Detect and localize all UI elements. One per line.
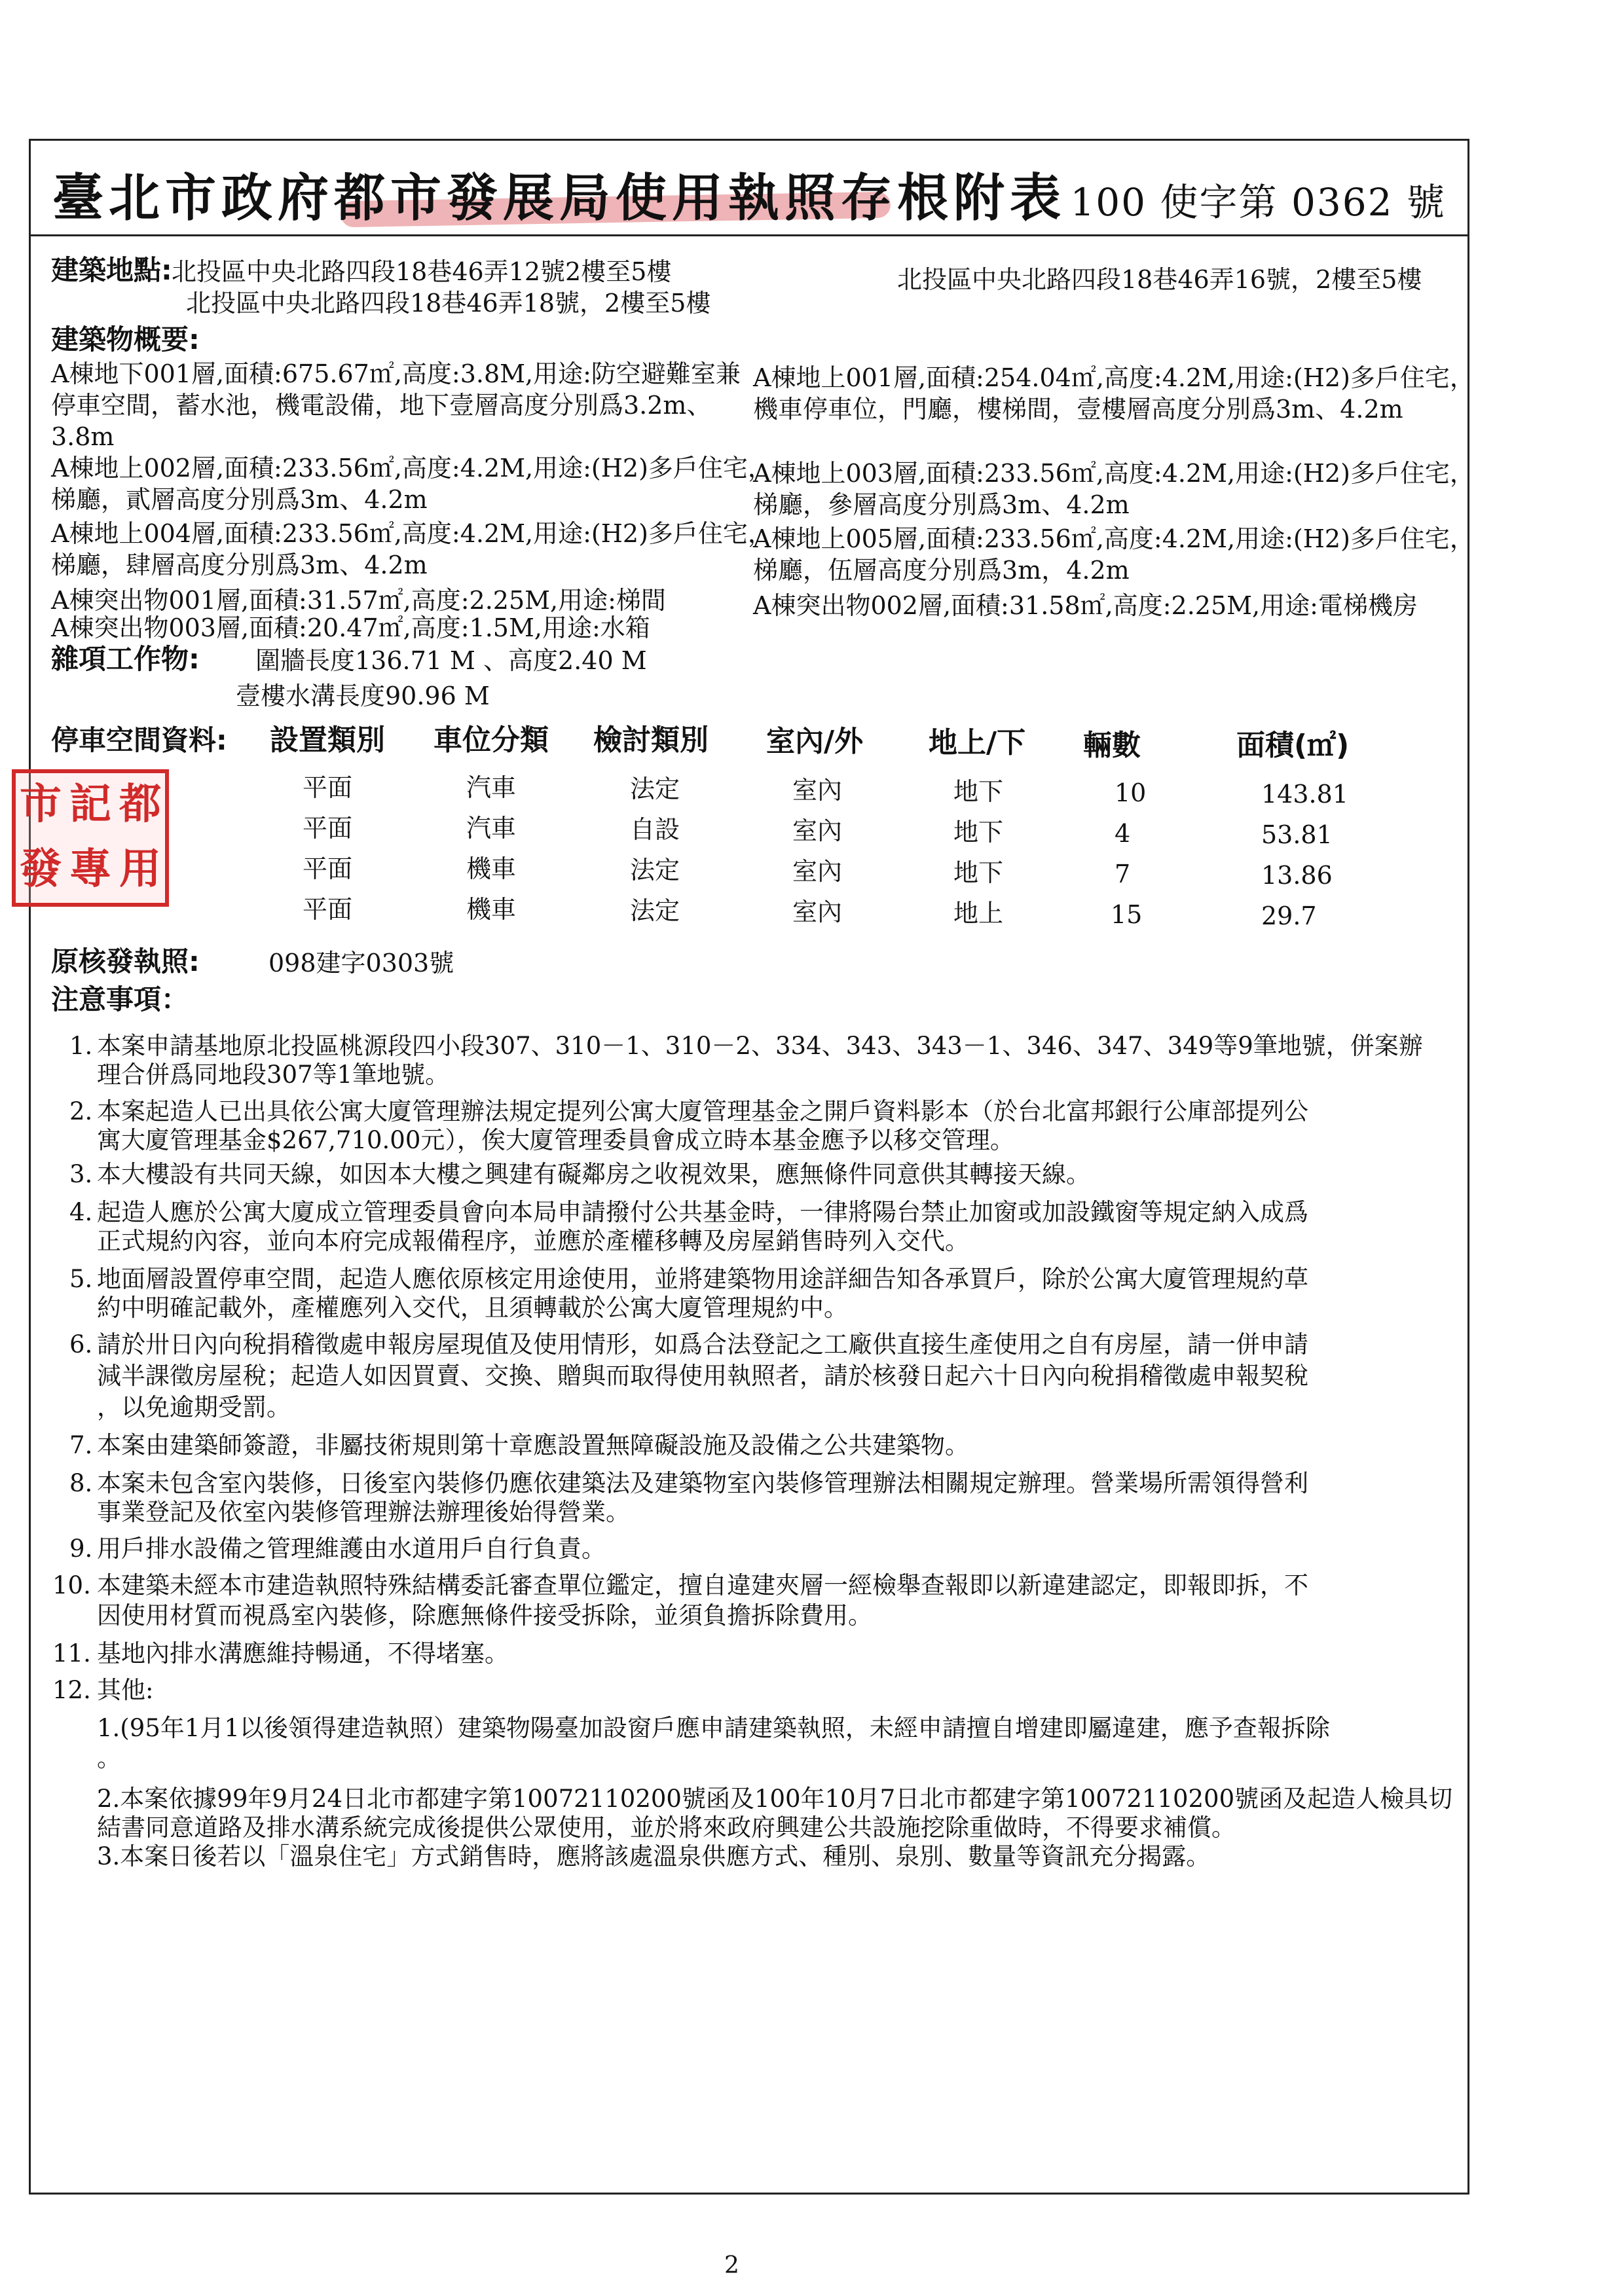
document-title: 臺北市政府都市發展局使用執照存根附表 bbox=[52, 168, 1067, 228]
note-line: 本建築未經本市建造執照特殊結構委託審查單位鑑定，擅自違建夾層一經檢舉查報即以新違建認定，即報即拆，不 bbox=[97, 1571, 1308, 1599]
note-number: 4. bbox=[69, 1198, 93, 1226]
stamp-char: 市 bbox=[20, 780, 62, 829]
location-line-1: 北投區中央北路四段18巷46弄12號2樓至5樓 bbox=[172, 257, 672, 286]
parking-cell: 自設 bbox=[630, 815, 680, 844]
notes-label: 注意事項： bbox=[51, 983, 189, 1015]
note-number: 5. bbox=[69, 1265, 93, 1293]
note-line: 減半課徵房屋稅；起造人如因買賣、交換、贈與而取得使用執照者，請於核發日起六十日內向稅捐稽徵處申報契稅 bbox=[97, 1362, 1308, 1390]
page-number: 2 bbox=[724, 2252, 739, 2279]
overview-left-line: A棟突出物001層,面積:31.57㎡,高度:2.25M,用途:梯間 bbox=[51, 586, 666, 615]
overview-left-line: A棟地上002層,面積:233.56㎡,高度:4.2M,用途:(H2)多戶住宅， bbox=[51, 454, 773, 483]
title-divider bbox=[31, 234, 1467, 236]
note-line: 基地內排水溝應維持暢通，不得堵塞。 bbox=[97, 1639, 509, 1667]
parking-cell: 15 bbox=[1111, 900, 1143, 929]
note-line: 本案起造人已出具依公寓大廈管理辦法規定提列公寓大廈管理基金之開戶資料影本（於台北富邦銀行公庫部提列公 bbox=[97, 1097, 1308, 1125]
overview-right-line: 機車停車位，門廳，樓梯間，壹樓層高度分別爲3m、4.2m bbox=[753, 395, 1403, 424]
other-note-line: 2.本案依據99年9月24日北市都建字第10072110200號函及100年10月7日北市都建字第10072110200號函及起造人檢具切 bbox=[97, 1785, 1453, 1813]
note-line: 約中明確記載外，產權應列入交代，且須轉載於公寓大廈管理規約中。 bbox=[97, 1294, 848, 1322]
note-line: 正式規約內容，並向本府完成報備程序，並應於產權移轉及房屋銷售時列入交代。 bbox=[97, 1227, 969, 1255]
misc-line-1: 圍牆長度136.71 M 、高度2.40 M bbox=[255, 646, 647, 675]
overview-right-line: A棟地上003層,面積:233.56㎡,高度:4.2M,用途:(H2)多戶住宅， bbox=[753, 459, 1475, 488]
overview-right-line: 梯廳，參層高度分別爲3m、4.2m bbox=[753, 490, 1130, 519]
note-line: 本案申請基地原北投區桃源段四小段307、310－1、310－2、334、343、343－1、346、347、349等9筆地號，併案辦 bbox=[97, 1032, 1423, 1060]
overview-left-line: 停車空間，蓄水池，機電設備，地下壹層高度分別爲3.2m、 bbox=[51, 391, 712, 420]
note-line: 起造人應於公寓大廈成立管理委員會向本局申請撥付公共基金時，一律將陽台禁止加窗或加設鐵窗等規定納入成爲 bbox=[97, 1198, 1308, 1226]
parking-cell: 平面 bbox=[303, 895, 353, 924]
parking-cell: 平面 bbox=[303, 773, 353, 802]
parking-cell: 143.81 bbox=[1261, 780, 1348, 809]
parking-header-cell: 面積(㎡) bbox=[1236, 729, 1350, 762]
parking-label: 停車空間資料: bbox=[51, 724, 227, 756]
note-number: 2. bbox=[69, 1097, 93, 1125]
stamp-char: 用 bbox=[119, 845, 161, 894]
parking-cell: 法定 bbox=[630, 896, 680, 925]
note-number: 1. bbox=[69, 1032, 93, 1060]
parking-cell: 平面 bbox=[303, 854, 353, 883]
parking-cell: 地上 bbox=[953, 899, 1004, 928]
location-line-3: 北投區中央北路四段18巷46弄16號，2樓至5樓 bbox=[897, 265, 1422, 294]
overview-left-line: A棟地下001層,面積:675.67㎡,高度:3.8M,用途:防空避難室兼 bbox=[51, 359, 741, 388]
other-note-line: 結書同意道路及排水溝系統完成後提供公眾使用，並於將來政府興建公共設施挖除重做時，不得要求補償。 bbox=[97, 1813, 1236, 1842]
parking-cell: 法定 bbox=[630, 774, 680, 803]
note-number: 7. bbox=[69, 1431, 93, 1459]
parking-cell: 機車 bbox=[466, 895, 517, 924]
overview-left-line: A棟突出物003層,面積:20.47㎡,高度:1.5M,用途:水箱 bbox=[51, 613, 650, 642]
parking-cell: 室內 bbox=[792, 898, 843, 926]
note-line: 事業登記及依室內裝修管理辦法辦理後始得營業。 bbox=[97, 1498, 630, 1526]
note-line: 用戶排水設備之管理維護由水道用戶自行負責。 bbox=[97, 1535, 606, 1563]
license-value: 098建字0303號 bbox=[268, 949, 454, 977]
parking-header-cell: 設置類別 bbox=[270, 723, 385, 757]
other-note-line: 3.本案日後若以「溫泉住宅」方式銷售時，應將該處溫泉供應方式、種別、泉別、數量等資訊充分揭露。 bbox=[97, 1842, 1211, 1870]
parking-cell: 10 bbox=[1115, 778, 1147, 807]
parking-cell: 室內 bbox=[792, 776, 843, 805]
overview-left-line: A棟地上004層,面積:233.56㎡,高度:4.2M,用途:(H2)多戶住宅， bbox=[51, 519, 773, 548]
parking-cell: 機車 bbox=[466, 854, 517, 883]
stamp-char: 專 bbox=[69, 845, 111, 894]
overview-left-line: 梯廳，貳層高度分別爲3m、4.2m bbox=[51, 485, 428, 514]
misc-line-2: 壹樓水溝長度90.96 M bbox=[236, 682, 490, 710]
overview-right-line: 梯廳，伍層高度分別爲3m，4.2m bbox=[753, 556, 1130, 585]
overview-right-line: A棟突出物002層,面積:31.58㎡,高度:2.25M,用途:電梯機房 bbox=[753, 591, 1418, 620]
note-line: 其他: bbox=[97, 1676, 154, 1704]
parking-cell: 法定 bbox=[630, 856, 680, 884]
parking-cell: 4 bbox=[1115, 819, 1131, 848]
note-line: 請於卅日內向稅捐稽徵處申報房屋現值及使用情形，如爲合法登記之工廠供直接生產使用之自有房屋，請一併申請 bbox=[97, 1330, 1308, 1358]
other-note-line: 1.(95年1月1以後領得建造執照）建築物陽臺加設窗戶應申請建築執照，未經申請擅自增建即屬違建，應予查報拆除 bbox=[97, 1714, 1330, 1742]
note-line: 本案由建築師簽證，非屬技術規則第十章應設置無障礙設施及設備之公共建築物。 bbox=[97, 1431, 969, 1459]
note-line: 本大樓設有共同天線，如因本大樓之興建有礙鄰房之收視效果，應無條件同意供其轉接天線。 bbox=[97, 1160, 1090, 1188]
note-number: 11. bbox=[52, 1639, 91, 1667]
parking-cell: 汽車 bbox=[466, 773, 517, 802]
note-number: 10. bbox=[52, 1571, 91, 1599]
license-number: 100 使字第 0362 號 bbox=[1070, 180, 1446, 225]
overview-right-line: A棟地上005層,面積:233.56㎡,高度:4.2M,用途:(H2)多戶住宅， bbox=[753, 524, 1475, 553]
note-number: 6. bbox=[69, 1330, 93, 1358]
stamp-char: 記 bbox=[69, 780, 111, 829]
note-line: 本案未包含室內裝修，日後室內裝修仍應依建築法及建築物室內裝修管理辦法相關規定辦理。營業場所需領得營利 bbox=[97, 1469, 1308, 1497]
parking-cell: 地下 bbox=[953, 818, 1004, 847]
note-line: ，以免逾期受罰。 bbox=[97, 1393, 291, 1421]
parking-cell: 29.7 bbox=[1261, 902, 1317, 930]
parking-header-cell: 室內/外 bbox=[766, 725, 864, 758]
parking-cell: 53.81 bbox=[1261, 820, 1333, 849]
overview-label: 建築物概要: bbox=[51, 323, 200, 355]
parking-cell: 汽車 bbox=[466, 814, 517, 843]
parking-cell: 室內 bbox=[792, 816, 843, 845]
other-note-line: 。 bbox=[97, 1744, 121, 1772]
parking-header-cell: 車位分類 bbox=[434, 723, 549, 757]
overview-right-line: A棟地上001層,面積:254.04㎡,高度:4.2M,用途:(H2)多戶住宅， bbox=[753, 363, 1475, 392]
note-number: 3. bbox=[69, 1160, 93, 1188]
note-line: 理合併爲同地段307等1筆地號。 bbox=[97, 1061, 450, 1089]
misc-label: 雜項工作物: bbox=[51, 643, 200, 675]
parking-cell: 平面 bbox=[303, 814, 353, 843]
parking-cell: 7 bbox=[1115, 860, 1131, 888]
location-line-2: 北投區中央北路四段18巷46弄18號，2樓至5樓 bbox=[186, 289, 711, 318]
parking-cell: 地下 bbox=[953, 858, 1004, 887]
location-label: 建築地點: bbox=[51, 254, 172, 286]
note-line: 地面層設置停車空間，起造人應依原核定用途使用，並將建築物用途詳細告知各承買戶，除於公寓大廈管理規約草 bbox=[97, 1265, 1308, 1293]
parking-cell: 地下 bbox=[953, 777, 1004, 806]
license-label: 原核發執照: bbox=[51, 945, 200, 977]
parking-cell: 室內 bbox=[792, 857, 843, 886]
stamp-char: 發 bbox=[20, 845, 62, 894]
red-seal-stamp bbox=[12, 769, 169, 907]
note-line: 寓大廈管理基金$267,710.00元），俟大廈管理委員會成立時本基金應予以移交管理。 bbox=[97, 1126, 1014, 1154]
parking-header-cell: 地上/下 bbox=[929, 726, 1026, 759]
parking-header-cell: 檢討類別 bbox=[593, 723, 709, 757]
overview-left-line: 梯廳，肆層高度分別爲3m、4.2m bbox=[51, 551, 428, 579]
parking-cell: 13.86 bbox=[1261, 861, 1333, 890]
note-number: 8. bbox=[69, 1469, 93, 1497]
parking-header-cell: 輛數 bbox=[1083, 729, 1141, 762]
note-number: 12. bbox=[52, 1676, 91, 1704]
overview-left-line: 3.8m bbox=[51, 422, 115, 451]
stamp-char: 都 bbox=[119, 780, 161, 829]
note-number: 9. bbox=[69, 1535, 93, 1563]
note-line: 因使用材質而視爲室內裝修，除應無條件接受拆除，並須負擔拆除費用。 bbox=[97, 1601, 872, 1630]
